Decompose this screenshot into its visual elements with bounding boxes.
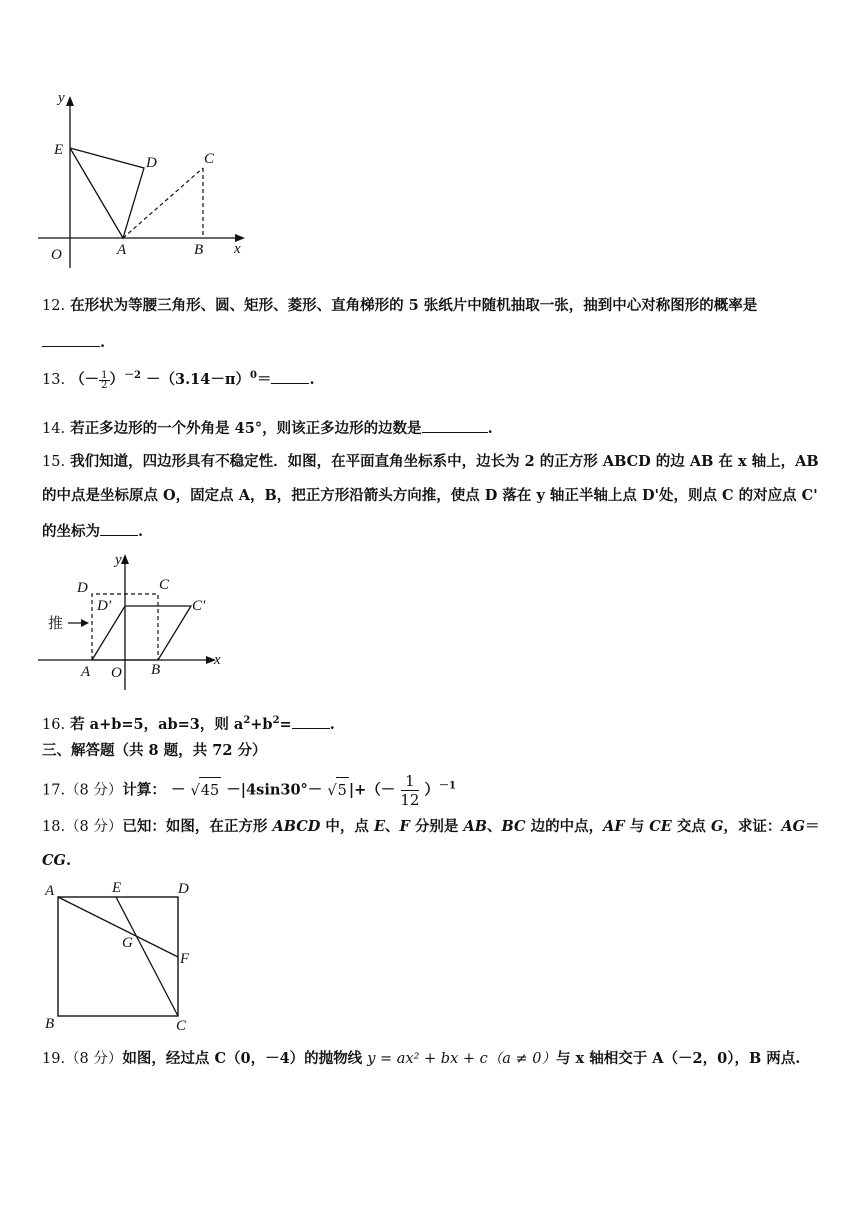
- question-16: [42, 714, 335, 735]
- q18-number: 18.: [42, 819, 66, 835]
- question-15-line3: [42, 521, 143, 542]
- q18-text-i: 、: [486, 818, 502, 835]
- figure-q18-svg: [40, 878, 200, 1038]
- label-O: O: [111, 665, 122, 681]
- q12-answer-blank[interactable]: [42, 332, 100, 347]
- q16-text-b: +b: [250, 716, 273, 733]
- q16-sup2: 2: [272, 715, 280, 727]
- label-C-prime: C': [192, 598, 206, 614]
- q13-eq: ＝: [256, 371, 272, 388]
- q16-number: 16.: [42, 717, 66, 733]
- label-E: E: [54, 142, 64, 158]
- label-B: B: [194, 242, 204, 258]
- q13-frac-den: 2: [101, 379, 108, 391]
- q19-number: 19.: [42, 1051, 66, 1067]
- question-12-answer-line: [42, 332, 105, 353]
- label-A: A: [81, 664, 91, 680]
- q17-close: ）: [424, 781, 440, 799]
- q12-tail: .: [100, 334, 106, 351]
- q14-answer-blank[interactable]: [422, 418, 488, 433]
- label-D: D: [146, 155, 157, 171]
- figure-q18: [40, 878, 200, 1038]
- q14-tail: .: [487, 420, 493, 437]
- q18-seg-CG: CG: [42, 852, 66, 869]
- question-13: [42, 369, 315, 390]
- q13-close: ）: [109, 371, 124, 388]
- q19-text-a: 如图，经过点 C（0，－4）的抛物线: [122, 1050, 368, 1067]
- q19-formula: y = ax² + bx + c（a ≠ 0）: [367, 1051, 556, 1067]
- label-G: G: [122, 935, 133, 951]
- q18-point-F: F: [399, 818, 410, 835]
- q17-fraction: [400, 772, 419, 809]
- section-3-title: 三、解答题（共 8 题，共 72 分）: [42, 742, 267, 759]
- q17-radicand2: 5: [336, 777, 349, 804]
- q18-text-k: 边的中点，: [525, 818, 604, 835]
- q18-point-E: E: [373, 818, 386, 835]
- q15-answer-blank[interactable]: [100, 521, 138, 536]
- q18-text-c: 中，点: [320, 818, 374, 835]
- label-D: D: [178, 881, 189, 897]
- q13-middle: －（3.14－π）: [146, 371, 250, 388]
- label-y: y: [115, 552, 122, 568]
- q17-sqrt1: √45: [191, 777, 222, 804]
- q16-tail: .: [329, 716, 335, 733]
- q18-text-s: ＝: [804, 818, 820, 835]
- q13-answer-blank[interactable]: [271, 369, 309, 384]
- question-15-line2: [42, 486, 818, 506]
- figure-q15-svg: [38, 550, 228, 700]
- q18-text-e: 、: [385, 818, 400, 835]
- q12-number: 12.: [42, 298, 66, 314]
- q17-part1: －: [170, 781, 186, 799]
- label-F: F: [180, 951, 190, 967]
- q17-exp: －1: [439, 780, 456, 792]
- q14-number: 14.: [42, 421, 66, 437]
- q15-line3: 的坐标为: [42, 523, 100, 540]
- label-x: x: [214, 652, 221, 668]
- question-12: [42, 296, 757, 316]
- q18-seg-CE: CE: [649, 818, 672, 835]
- label-O: O: [51, 247, 62, 263]
- label-y: y: [58, 90, 65, 106]
- question-18: [42, 817, 819, 837]
- q19-score: （8 分）: [65, 1051, 123, 1067]
- q19-text-b: 与 x 轴相交于 A（－2，0），B 两点.: [555, 1050, 801, 1067]
- q16-answer-blank[interactable]: [292, 714, 330, 729]
- label-C: C: [176, 1018, 187, 1034]
- figure-q11-svg: [38, 88, 253, 268]
- label-x: x: [234, 241, 241, 257]
- q18-side-AB: AB: [463, 818, 487, 835]
- label-D-prime: D': [97, 598, 112, 614]
- label-D: D: [77, 580, 88, 596]
- q18-point-G: G: [710, 818, 724, 835]
- q17-frac-num: 1: [401, 772, 419, 791]
- q18-text-q: ，求证：: [723, 818, 782, 835]
- q18-score: （8 分）: [65, 819, 123, 835]
- q13-open: （: [70, 371, 85, 388]
- figure-q11: [38, 88, 253, 268]
- q18-seg-AF: AF: [603, 818, 625, 835]
- q15-line2: 的中点是坐标原点 O，固定点 A，B，把正方形沿箭头方向推，使点 D 落在 y 轴正半轴上点 D'处，则点 C 的对应点 C': [42, 487, 818, 504]
- q18-side-BC: BC: [501, 818, 526, 835]
- q13-tail: .: [309, 371, 315, 388]
- q18-line2-tail: .: [65, 852, 71, 869]
- label-A: A: [45, 883, 55, 899]
- label-A: A: [117, 242, 127, 258]
- q12-text: 在形状为等腰三角形、圆、矩形、菱形、直角梯形的 5 张纸片中随机抽取一张，抽到中心对称图形的概率是: [70, 297, 758, 314]
- q15-line1: 我们知道，四边形具有不稳定性．如图，在平面直角坐标系中，边长为 2 的正方形 ABCD 的边 AB 在 x 轴上，AB: [70, 453, 819, 470]
- q17-score: （8 分）: [65, 782, 123, 799]
- q13-exp1: －2: [124, 370, 141, 382]
- question-17: [42, 772, 456, 809]
- q13-fraction: [99, 371, 109, 390]
- label-C: C: [204, 151, 215, 167]
- q18-seg-AG: AG: [781, 818, 805, 835]
- q15-tail: .: [138, 523, 144, 540]
- label-E: E: [112, 880, 122, 896]
- question-14: [42, 418, 493, 439]
- q13-frac-num: 1: [101, 369, 108, 381]
- q17-lead: 计算：: [122, 781, 166, 799]
- q18-text-m: 与: [624, 818, 650, 835]
- q17-part3: |+（－: [348, 781, 396, 799]
- question-18-line2: [42, 851, 71, 871]
- q18-square-name: ABCD: [272, 818, 321, 835]
- q17-number: 17.: [42, 782, 66, 799]
- q16-sup1: 2: [243, 715, 251, 727]
- q15-number: 15.: [42, 454, 66, 470]
- question-15: [42, 452, 819, 472]
- q18-text-o: 交点: [671, 818, 711, 835]
- label-C: C: [159, 577, 170, 593]
- q17-part2: －|4sin30°－: [226, 781, 323, 799]
- question-19: [42, 1049, 800, 1069]
- label-B: B: [45, 1016, 55, 1032]
- q18-text-g: 分别是: [409, 818, 464, 835]
- label-push: 推: [48, 616, 64, 632]
- q13-number: 13.: [42, 372, 66, 388]
- q16-text-a: 若 a+b=5，ab=3，则 a: [70, 716, 244, 733]
- section-3-heading: [42, 741, 266, 761]
- q13-minus: －: [84, 371, 100, 388]
- q17-frac-den: 12: [400, 791, 420, 809]
- q13-exp2: 0: [249, 370, 257, 382]
- q18-text-a: 已知：如图，在正方形: [122, 818, 273, 835]
- q17-sqrt2: √5: [327, 777, 348, 804]
- label-B: B: [151, 662, 161, 678]
- q17-radicand1: 45: [199, 777, 221, 804]
- q14-text: 若正多边形的一个外角是 45°，则该正多边形的边数是: [70, 420, 422, 437]
- q16-text-c: =: [279, 716, 292, 733]
- figure-q15: [38, 550, 228, 700]
